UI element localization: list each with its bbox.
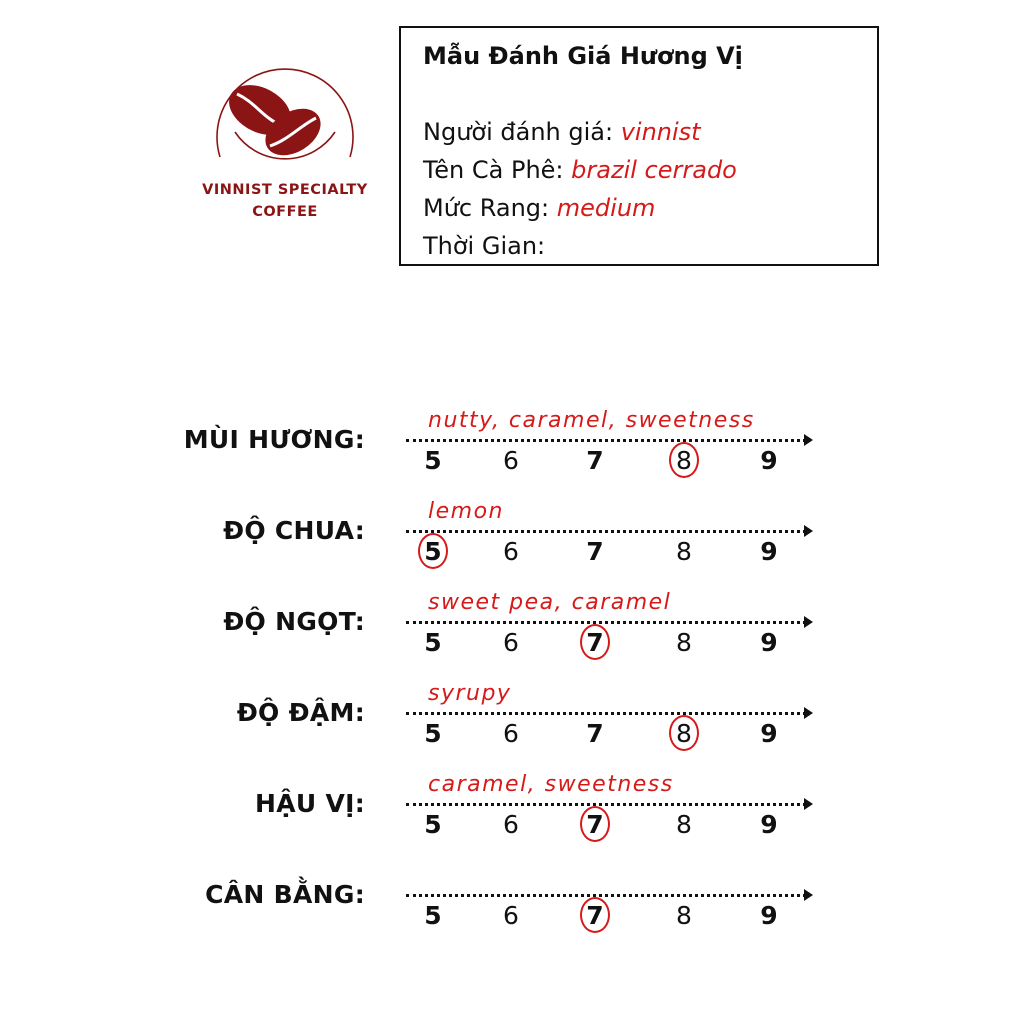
selected-score-circle <box>580 897 610 933</box>
score-option[interactable]: 6 <box>503 446 519 475</box>
arrow-icon <box>804 889 813 901</box>
score-option[interactable]: 9 <box>760 719 778 748</box>
selected-score-circle <box>580 624 610 660</box>
score-option[interactable]: 5 <box>424 446 442 475</box>
field-label: Thời Gian: <box>423 232 546 260</box>
score-option[interactable]: 8 <box>676 719 692 748</box>
scale-line <box>406 439 806 442</box>
scale-line <box>406 530 806 533</box>
selected-score-circle <box>669 715 699 751</box>
criterion-label: ĐỘ ĐẬM: <box>236 698 365 727</box>
field-coffee-name <box>423 156 737 184</box>
score-option[interactable]: 7 <box>586 719 604 748</box>
selected-score-circle <box>418 533 448 569</box>
scale-line <box>406 621 806 624</box>
criterion-label: MÙI HƯƠNG: <box>183 425 365 454</box>
score-option[interactable]: 6 <box>503 537 519 566</box>
score-option[interactable]: 5 <box>424 537 442 566</box>
score-option[interactable]: 7 <box>586 901 604 930</box>
criterion-label: ĐỘ NGỌT: <box>223 607 365 636</box>
field-roast-level <box>423 194 655 222</box>
field-value[interactable]: brazil cerrado <box>571 156 737 184</box>
score-option[interactable]: 6 <box>503 719 519 748</box>
score-option[interactable]: 7 <box>586 810 604 839</box>
score-option[interactable]: 8 <box>676 537 692 566</box>
coffee-beans-icon <box>200 62 370 182</box>
scale-line <box>406 712 806 715</box>
field-time <box>423 232 545 260</box>
arrow-icon <box>804 616 813 628</box>
info-box <box>399 26 879 266</box>
tasting-note: lemon <box>428 499 504 524</box>
logo-text-line2: COFFEE <box>252 204 318 220</box>
score-option[interactable]: 7 <box>586 628 604 657</box>
selected-score-circle <box>669 442 699 478</box>
arrow-icon <box>804 707 813 719</box>
score-option[interactable]: 9 <box>760 537 778 566</box>
score-option[interactable]: 9 <box>760 810 778 839</box>
field-label: Người đánh giá: <box>423 118 614 146</box>
score-option[interactable]: 8 <box>676 446 692 475</box>
form-title: Mẫu Đánh Giá Hương Vị <box>423 42 743 70</box>
score-option[interactable]: 9 <box>760 901 778 930</box>
scale-line <box>406 894 806 897</box>
criterion-label: HẬU VỊ: <box>254 789 365 818</box>
field-reviewer <box>423 118 701 146</box>
score-option[interactable]: 6 <box>503 810 519 839</box>
score-option[interactable]: 8 <box>676 628 692 657</box>
score-option[interactable]: 7 <box>586 446 604 475</box>
selected-score-circle <box>580 806 610 842</box>
scale-line <box>406 803 806 806</box>
score-option[interactable]: 5 <box>424 901 442 930</box>
score-option[interactable]: 8 <box>676 810 692 839</box>
tasting-note: nutty, caramel, sweetness <box>428 408 755 433</box>
tasting-note: syrupy <box>428 681 512 706</box>
brand-logo <box>200 62 370 232</box>
score-option[interactable]: 9 <box>760 628 778 657</box>
tasting-note: sweet pea, caramel <box>428 590 672 615</box>
tasting-note: caramel, sweetness <box>428 772 674 797</box>
criterion-label: ĐỘ CHUA: <box>223 516 365 545</box>
arrow-icon <box>804 525 813 537</box>
score-option[interactable]: 6 <box>503 901 519 930</box>
field-value[interactable]: vinnist <box>620 118 701 146</box>
score-option[interactable]: 5 <box>424 719 442 748</box>
score-option[interactable]: 5 <box>424 810 442 839</box>
arrow-icon <box>804 798 813 810</box>
score-option[interactable]: 8 <box>676 901 692 930</box>
field-label: Tên Cà Phê: <box>423 156 564 184</box>
arrow-icon <box>804 434 813 446</box>
score-option[interactable]: 7 <box>586 537 604 566</box>
logo-text-line1: VINNIST SPECIALTY <box>202 182 368 198</box>
field-value[interactable]: medium <box>556 194 656 222</box>
score-option[interactable]: 9 <box>760 446 778 475</box>
score-option[interactable]: 5 <box>424 628 442 657</box>
field-label: Mức Rang: <box>423 194 550 222</box>
criterion-label: CÂN BẰNG: <box>205 880 365 909</box>
score-option[interactable]: 6 <box>503 628 519 657</box>
